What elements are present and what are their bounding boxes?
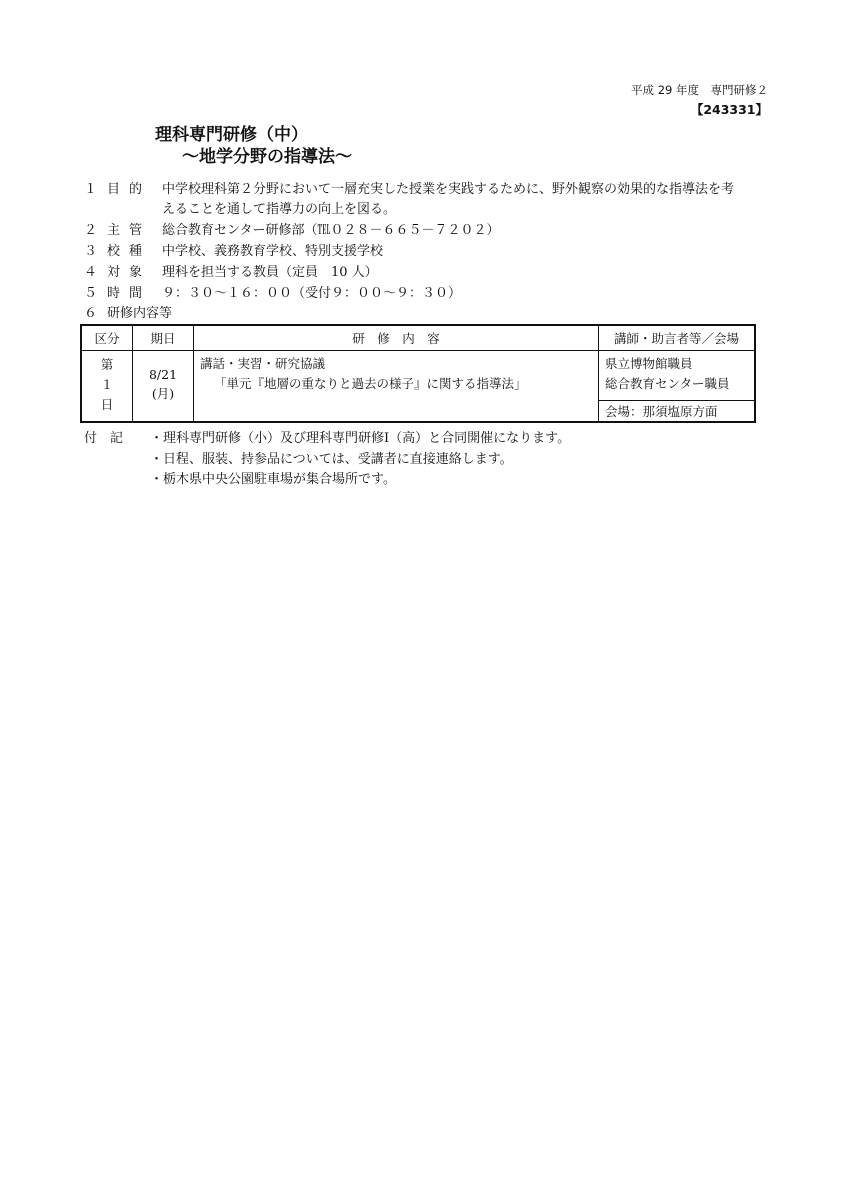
kubun-text: １: [100, 377, 114, 392]
schedule-table: [80, 324, 756, 423]
col-header-content: 研 修 内 容: [194, 325, 599, 351]
content-line: 講話・実習・研究協議: [200, 356, 326, 371]
item-number: ２: [84, 223, 98, 238]
item-number: ４: [84, 265, 98, 280]
item-value-cont: えることを通して指導力の向上を図る。: [162, 202, 397, 217]
date-text: 8/21: [148, 367, 178, 382]
course-code: 【243331】: [690, 102, 768, 117]
item-value: 総合教育センター研修部（℡０２８－６６５－７２０２）: [162, 223, 500, 238]
lecturer-text: 県立博物館職員: [605, 356, 693, 371]
kubun-cell: [81, 351, 133, 423]
note-item: ・理科専門研修（小）及び理科専門研修Ⅰ（高）と合同開催になります。: [150, 431, 571, 446]
lecturer-cell: [599, 351, 756, 401]
weekday-text: (月): [151, 386, 175, 401]
note-item: ・日程、服装、持参品については、受講者に直接連絡します。: [150, 452, 513, 467]
item-number: ５: [84, 286, 98, 301]
item-value: 中学校、義務教育学校、特別支援学校: [162, 244, 384, 259]
date-cell: [133, 351, 194, 423]
content-line: 「単元『地層の重なりと過去の様子』に関する指導法」: [214, 376, 527, 391]
item-number: ６: [84, 306, 98, 321]
kubun-text: 第: [100, 357, 114, 372]
item-value: 理科を担当する教員（定員 10 人）: [162, 265, 378, 280]
item-label: 対象: [107, 265, 152, 280]
content-cell: [194, 351, 599, 423]
page-subtitle: ～地学分野の指導法～: [182, 147, 352, 167]
col-header-lecturer: 講師・助言者等／会場: [599, 325, 756, 351]
notes-label: 付 記: [84, 431, 124, 446]
table-header-row: [81, 325, 755, 351]
lecturer-text: 総合教育センター職員: [605, 376, 730, 391]
item-label: 校種: [107, 244, 152, 259]
item-value: ９：３０～１６：００（受付９：００～９：３０）: [162, 286, 462, 301]
col-header-kubun: 区分: [81, 325, 133, 351]
item-label: 研修内容等: [107, 306, 173, 321]
item-number: ３: [84, 244, 98, 259]
item-number: １: [84, 182, 98, 197]
item-label: 目的: [107, 182, 152, 197]
page-title: 理科専門研修（中）: [155, 125, 308, 145]
venue-cell: 会場：那須塩原方面: [599, 401, 756, 423]
col-header-date: 期日: [133, 325, 194, 351]
item-label: 時間: [107, 286, 152, 301]
header-line: 平成 29 年度 専門研修２: [631, 83, 768, 97]
note-item: ・栃木県中央公園駐車場が集合場所です。: [150, 472, 396, 487]
kubun-text: 日: [100, 397, 114, 412]
table-row: [81, 351, 755, 401]
item-label: 主管: [107, 223, 152, 238]
item-value: 中学校理科第２分野において一層充実した授業を実践するために、野外観察の効果的な指導法を考: [162, 182, 735, 197]
